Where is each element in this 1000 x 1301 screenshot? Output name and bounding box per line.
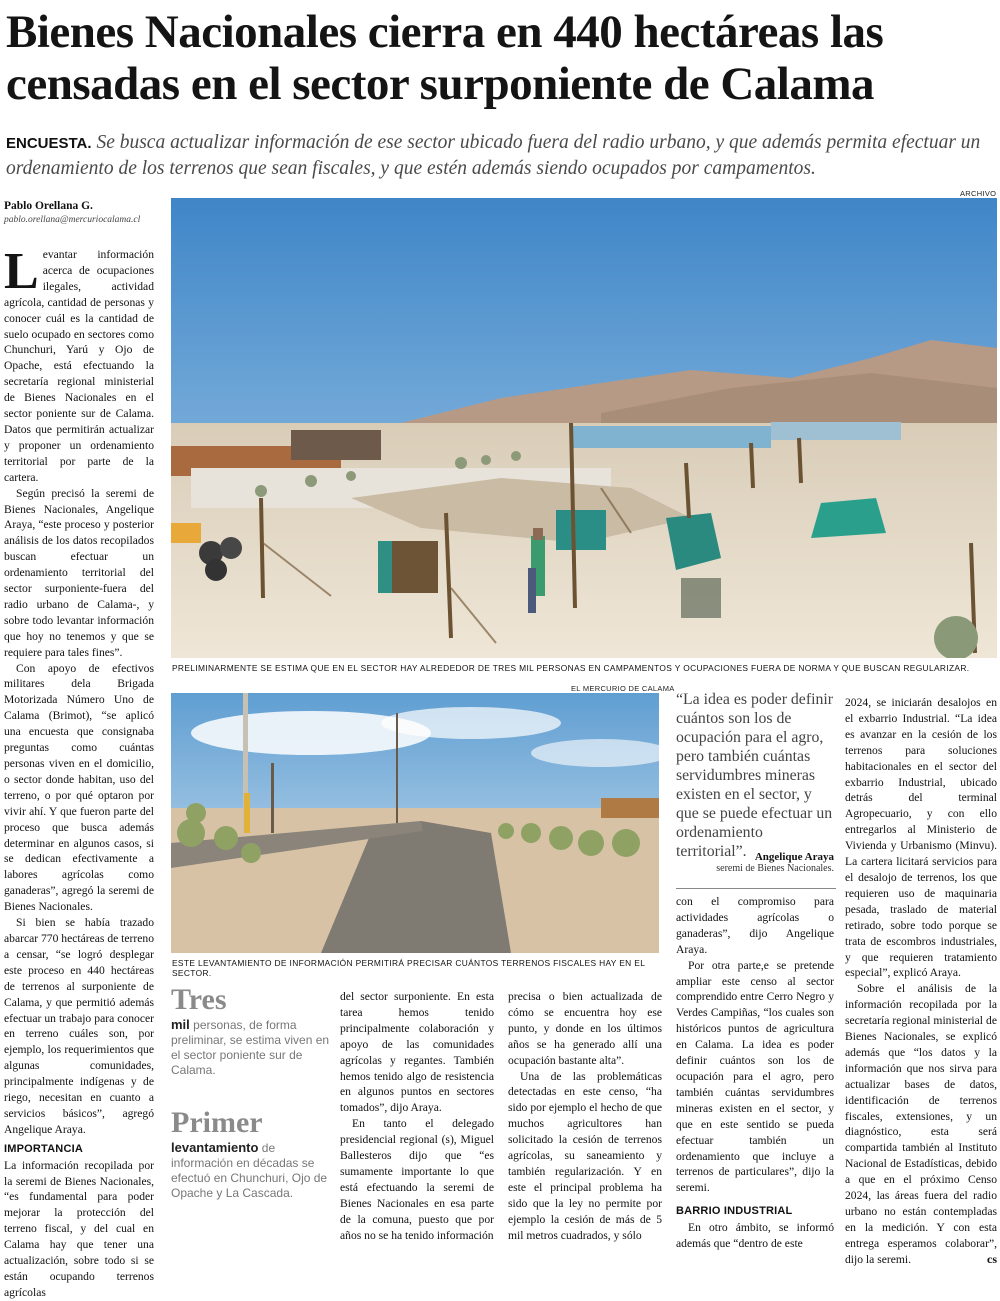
fact2-bold: levantamiento [171, 1140, 259, 1155]
column-4 [508, 989, 662, 1244]
col4-paragraph-2: Una de las problemáticas detectadas en este censo, “ha sido por ejemplo el hecho de que muchos agricultores han solicitado la cesión de terrenos agrícolas, su saneamiento y también regularización. Y en este el principal problema ha sido que la ley no permite por ejemplo la cesión de más de 5 mil metros cuadrados, y sólo [508, 1069, 662, 1242]
photo-camino-image [171, 693, 659, 953]
lead-paragraph [6, 130, 994, 181]
col3-paragraph-2: En tanto el delegado presidencial regional (s), Miguel Ballesteros dijo que “es sumamente importante lo que está efectuando la seremi de Bienes Nacionales en esa parte de la comuna, puesto que por años no se ha tenido información [340, 1117, 494, 1242]
col1-paragraph-4: Si bien se había trazado abarcar 770 hectáreas de terreno a censar, “se logró desplegar este proceso en 440 hectáreas de terrenos al surponiente de Calama, y que permitió además efectuar un trabajo para conocer en terreno cuáles son, por ejemplo, los requerimientos que algunas comunidades, principalmente indígenas y de riego, necesitan en cuanto a servicios básicos”, agregó Angelique Araya. [4, 916, 154, 1136]
col5-paragraph-3: En otro ámbito, se informó además que “dentro de este [676, 1221, 834, 1251]
byline [4, 200, 170, 225]
col1-paragraph-3: Con apoyo de efectivos militares dela Brigada Motorizada Número Uno de Calama (Brimot), “se aplicó una encuesta que consignaba preguntas como cuántas personas viven en el domicilio, o sector donde habitan, uso del terreno, o por qué optaron por vivir ahí. Y que fueron parte del proceso que busca además determinar en algunos casos, si se dedican efectivamente a labores agrícolas como ganaderas”, agregó la seremi de Bienes Nacionales. [4, 661, 154, 914]
column-6 [845, 695, 997, 1268]
fact1-bold: mil [171, 1017, 190, 1032]
col5-paragraph-1: con el compromiso para actividades agrícolas o ganaderas”, dijo Angelique Araya. [676, 895, 834, 956]
col1-paragraph-2: Según precisó la seremi de Bienes Nacionales, Angelique Araya, “este proceso y posterior análisis de los datos recopilados buscan efectuar un ordenamiento territorial del sector surponiente-fuera del radio urbano de Calama-, y sobre todo levantar información que hoy no tenemos y que se requiere para tales fines”. [4, 486, 154, 659]
fact2-number: Primer [171, 1106, 263, 1139]
fact-box-tres [171, 985, 331, 1078]
col4-paragraph-1: precisa o bien actualizada de cómo se encuentra hoy ese punto, y donde en los últimos años se ha generado allí una ocupación bastante alta”. [508, 990, 662, 1067]
fact1-text: personas, de forma preliminar, se estima viven en el sector poniente sur de Calama. [171, 1018, 330, 1077]
col1-paragraph-1 [4, 243, 154, 486]
fact1-number: Tres [171, 983, 227, 1016]
quote-author: Angelique Araya [754, 851, 834, 863]
fact2-body [171, 1140, 331, 1201]
quote-role: seremi de Bienes Nacionales. [716, 863, 834, 874]
col3-paragraph-1: del sector surponiente. En esta tarea hemos tenido principalmente colaboración y apoyo de las comunidades agrícolas y regantes. También hemos tenido algo de resistencia en algunos puntos en sectores tomados”, dijo Araya. [340, 990, 494, 1115]
byline-email[interactable]: pablo.orellana@mercuriocalama.cl [4, 215, 141, 225]
photo2-caption: ESTE LEVANTAMIENTO DE INFORMACIÓN PERMITIRÁ PRECISAR CUÁNTOS TERRENOS FISCALES HAY EN EL SECTOR. [172, 958, 645, 978]
col5-paragraph-2: Por otra parte,e se pretende ampliar este censo al sector comprendido entre Cerro Negro y Verdes Campiñas, “los cuales son históricos puntos de agricultura en Calama. La idea es poder definir cuántos son los de ocupación para el agro, pero también cuántas servidumbres mineras existen en el sector, y que en este sentido se pueda efectuar también un ordenamiento que incluye a terrenos de particulares”, dijo la seremi. [676, 958, 834, 1195]
quote-divider [676, 888, 836, 889]
photo2-credit: EL MERCURIO DE CALAMA [571, 684, 675, 693]
column-1 [4, 243, 154, 1301]
photo1-credit: ARCHIVO [960, 189, 997, 198]
quote-attribution [676, 851, 834, 874]
photo-campamentos [171, 198, 997, 658]
fact-box-primer [171, 1108, 331, 1201]
dropcap: L [4, 243, 39, 300]
col1-paragraph-5: La información recopilada por la seremi de Bienes Nacionales, “es fundamental para poder mejorar la protección del terreno fiscal, y del cual en Calama hay que tener una actualización, sobre todo si se están ocupando terrenos agrícolas [4, 1158, 154, 1299]
author-sign: cs [987, 1251, 997, 1266]
lead-tag: ENCUESTA. [6, 135, 92, 152]
headline: Bienes Nacionales cierra en 440 hectáreas las censadas en el sector surponiente de Calama [6, 6, 884, 110]
photo-campamentos-image [171, 198, 997, 658]
photo-camino [171, 693, 659, 953]
subhead-importancia: IMPORTANCIA [4, 1142, 83, 1155]
subhead-barrio-industrial: BARRIO INDUSTRIAL [676, 1205, 793, 1218]
column-3 [340, 989, 494, 1244]
byline-name: Pablo Orellana G. [4, 200, 93, 212]
fact1-body [171, 1017, 331, 1078]
fact2-text: de información en décadas se efectuó en Chunchuri, Ojo de Opache y La Cascada. [171, 1141, 328, 1200]
col1-p1-text: evantar información acerca de ocupaciones ilegales, actividad agrícola, cantidad de personas y conocer cuál es la cantidad de suelo ocupado en sectores como Chunchuri, Yarú y Ojo de Opache, está efectuando la secretaría regional ministerial de Bienes Nacionales en el sector poniente sur de Calama. Datos que permitirán actualizar y proponer un ordenamiento territorial por parte de la cartera. [4, 248, 154, 484]
column-5 [676, 894, 834, 1252]
lead-text: Se busca actualizar información de ese sector ubicado fuera del radio urbano, y que además permita efectuar un ordenamiento de los terrenos que sean fiscales, y que estén además siendo ocupados por campamentos. [6, 132, 981, 179]
col6-paragraph-2: Sobre el análisis de la información recopilada por la secretaría regional ministerial de Bienes Nacionales, se explicó además que “los datos y la información que nos sirva para actualizar bases de datos, identificación de terrenos fiscales, extensiones, y un diagnóstico, esta será compartida también al Instituto Nacional de Estadísticas, debido a que en el próximo Censo 2024, las áreas fuera del radio urbano no están contempladas en la medición. Y con esta entrega esperamos colaborar”, dijo la seremi. [845, 982, 997, 1266]
col6-paragraph-1: 2024, se iniciarán desalojos en el exbarrio Industrial. “La idea es avanzar en la cesión de los terrenos para soluciones habitacionales en el sector del exbarrio Industrial, ubicado detrás del terminal Agropecuario, y con ello entregarlos al Ministerio de Vivienda y Urbanismo (Minvu). La cartera licitará servicios para el desalojo de terrenos, los que requieren uso de maquinaria pesada, traslado de material retirado, sobre todo porque se trata de escombros industriales, y que requieren tratamiento especial”, explicó Araya. [845, 696, 997, 980]
photo1-caption: PRELIMINARMENTE SE ESTIMA QUE EN EL SECTOR HAY ALREDEDOR DE TRES MIL PERSONAS EN CAMPAMENTOS Y OCUPACIONES FUERA DE NORMA Y QUE BUSCAN REGULARIZAR. [172, 663, 970, 673]
pull-quote: “La idea es poder definir cuántos son los de ocupación para el agro, pero también cuántas servidumbres mineras existen en el sector, y que se puede efectuar un ordenamiento territorial”. [676, 691, 834, 860]
